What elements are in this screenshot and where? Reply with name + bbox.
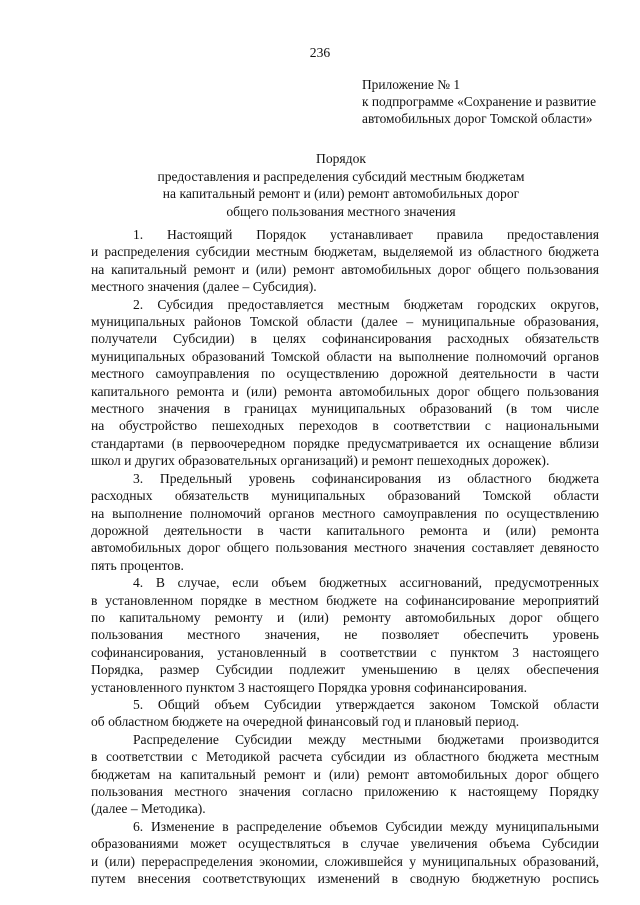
paragraph-line: расходных обязательств муниципальных образований Томской области (91, 488, 599, 504)
paragraph (91, 818, 599, 888)
paragraph-line: 4. В случае, если объем бюджетных ассигнований, предусмотренных (133, 575, 599, 591)
appendix-line: к подпрограмме «Сохранение и развитие (362, 94, 597, 109)
paragraph-line: по капитальному ремонту и (или) ремонту автомобильных дорог общего (91, 609, 599, 625)
paragraph (91, 574, 599, 696)
document-body (91, 226, 599, 887)
paragraph-line: школ и других образовательных организаций) и ремонт пешеходных дорожек). (91, 453, 550, 469)
paragraph-line: софинансирования, установленный в соответствии с пунктом 3 настоящего (91, 644, 599, 660)
paragraph-line: на капитальный ремонт и (или) ремонт автомобильных дорог общего пользования (91, 261, 599, 277)
paragraph-line: пользования местного значения согласно приложению к настоящему Порядку (91, 784, 599, 799)
paragraph-line: об областном бюджете на очередной финансовый год и плановый период. (91, 714, 520, 730)
title-line: общего пользования местного значения (226, 203, 456, 219)
paragraph-line: (далее – Методика). (91, 801, 206, 817)
paragraph-line: дорожной деятельности в части капитального ремонта и (или) ремонта (91, 522, 599, 538)
paragraph-line: местного значения (далее – Субсидия). (91, 279, 317, 295)
paragraph-line: на обустройство пешеходных переходов в соответствии с национальными (91, 418, 599, 434)
paragraph-line: капитального ремонта и (или) ремонта автомобильных дорог общего пользования (91, 383, 599, 399)
document-title (90, 150, 592, 220)
page-number: 236 (309, 45, 331, 60)
paragraph-line: в установленном порядке в местном бюджете на софинансирование мероприятий (91, 592, 599, 608)
paragraph-line: местного значения в границах муниципальных образований (в том числе (91, 401, 599, 417)
paragraph-line: и распределения субсидии местным бюджетам, выделяемой из областного бюджета (91, 244, 599, 260)
paragraph-line: пять процентов. (91, 557, 184, 573)
paragraph-line: муниципальных образований Томской области на выполнение полномочий органов (91, 348, 599, 364)
paragraph-line: и (или) перераспределения экономии, сложившейся у муниципальных образований, (91, 853, 599, 869)
appendix-line: Приложение № 1 (362, 77, 461, 92)
paragraph-line: пользования местного значения, не позволяет обеспечить уровень (91, 627, 599, 643)
paragraph (91, 696, 599, 731)
title-line: Порядок (316, 151, 366, 166)
paragraph (91, 296, 599, 470)
paragraph-line: муниципальных районов Томской области (далее – муниципальные образования, (91, 314, 599, 330)
paragraph-line: образованиями может осуществляться в случае увеличения объема Субсидии (91, 836, 599, 852)
paragraph-line: стандартами (в первоочередном порядке предусматривается их оснащение вблизи (91, 435, 599, 451)
paragraph-line: 3. Предельный уровень софинансирования из областного бюджета (133, 470, 599, 486)
paragraph-line: установленного пунктом 3 настоящего Порядка уровня софинансирования. (91, 679, 527, 695)
paragraph-line: автомобильных дорог общего пользования местного значения составляет девяносто (91, 540, 599, 556)
paragraph-line: в соответствии с Методикой расчета субсидии из областного бюджета местным (91, 749, 599, 765)
paragraph-line: Порядка, размер Субсидии подлежит уменьшению в целях обеспечения (91, 662, 599, 678)
appendix-header (362, 76, 612, 127)
title-line: на капитальный ремонт и (или) ремонт автомобильных дорог (162, 186, 520, 202)
paragraph (91, 731, 599, 818)
paragraph-line: 2. Субсидия предоставляется местным бюджетам городских округов, (133, 296, 599, 312)
paragraph-line: местного самоуправления по осуществлению дорожной деятельности в части (91, 366, 599, 382)
paragraph-line: 6. Изменение в распределение объемов Субсидии между муниципальными (133, 818, 599, 834)
paragraph-line: Распределение Субсидии между местными бюджетами производится (133, 731, 599, 747)
appendix-line: автомобильных дорог Томской области» (362, 111, 593, 126)
paragraph-line: получатели Субсидии) в целях софинансирования расходных обязательств (91, 331, 599, 347)
paragraph (91, 470, 599, 574)
paragraph-line: на выполнение полномочий органов местного самоуправления по осуществлению (91, 505, 599, 521)
paragraph-line: путем внесения соответствующих изменений в сводную бюджетную роспись (91, 871, 599, 887)
paragraph-line: 5. Общий объем Субсидии утверждается законом Томской области (133, 696, 599, 712)
paragraph-line: бюджетам на капитальный ремонт и (или) ремонт автомобильных дорог общего (91, 766, 599, 782)
paragraph (91, 226, 599, 296)
paragraph-line: 1. Настоящий Порядок устанавливает правила предоставления (133, 227, 599, 242)
title-line: предоставления и распределения субсидий местным бюджетам (157, 168, 525, 184)
